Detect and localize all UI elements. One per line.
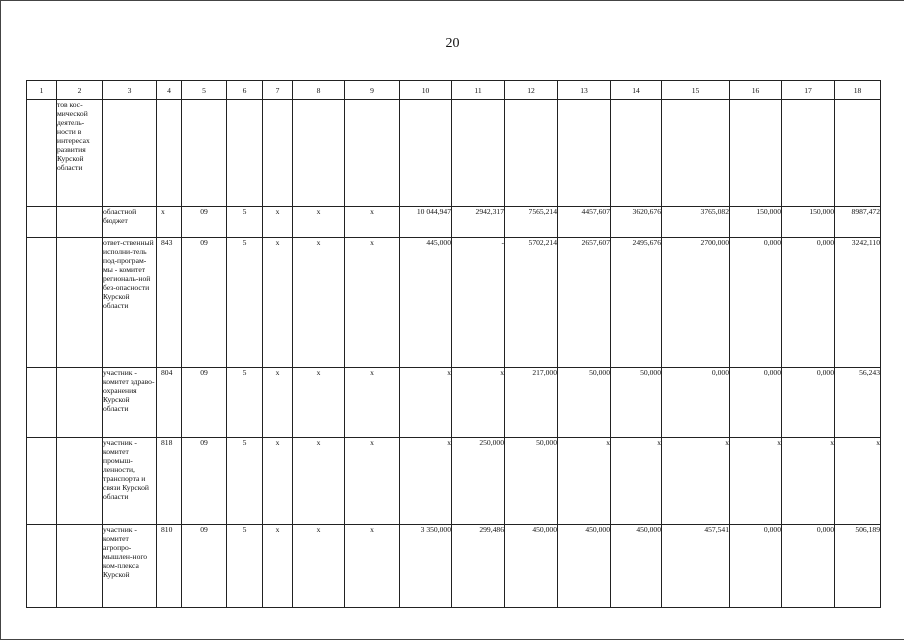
table-cell: 3765,082	[662, 207, 730, 238]
table-cell: участник - комитет здраво-охранения Курской области	[103, 368, 157, 438]
header-cell: 4	[157, 81, 182, 100]
table-cell	[27, 238, 57, 368]
table-cell: 5	[227, 525, 263, 608]
table-cell: 5702,214	[505, 238, 558, 368]
table-cell: x	[263, 207, 293, 238]
table-cell	[27, 207, 57, 238]
header-cell: 5	[182, 81, 227, 100]
table-cell	[505, 100, 558, 207]
header-cell: 11	[452, 81, 505, 100]
table-cell: 810	[157, 525, 182, 608]
table-cell: областной бюджет	[103, 207, 157, 238]
table-cell	[27, 100, 57, 207]
table-cell: 3 350,000	[400, 525, 452, 608]
table-cell: 457,541	[662, 525, 730, 608]
table-cell: 445,000	[400, 238, 452, 368]
table-cell: x	[400, 368, 452, 438]
table-cell: 450,000	[611, 525, 662, 608]
header-cell: 15	[662, 81, 730, 100]
table-cell: x	[835, 438, 881, 525]
table-cell	[27, 368, 57, 438]
table-cell: x	[345, 207, 400, 238]
header-cell: 16	[730, 81, 782, 100]
table-cell	[57, 238, 103, 368]
header-cell: 1	[27, 81, 57, 100]
table-cell: 5	[227, 207, 263, 238]
budget-table	[26, 80, 881, 608]
table-cell: x	[293, 238, 345, 368]
table-cell: 0,000	[782, 368, 835, 438]
table-cell: x	[293, 525, 345, 608]
table-cell: 0,000	[730, 238, 782, 368]
table-cell: 50,000	[505, 438, 558, 525]
table-cell	[611, 100, 662, 207]
table-cell	[157, 100, 182, 207]
table-cell: участник - комитет промыш-ленности, транспорта и связи Курской области	[103, 438, 157, 525]
table-cell: x	[345, 238, 400, 368]
table-cell: 0,000	[662, 368, 730, 438]
table-cell: 804	[157, 368, 182, 438]
header-cell: 2	[57, 81, 103, 100]
table-cell	[400, 100, 452, 207]
table-cell: 50,000	[611, 368, 662, 438]
table-cell	[662, 100, 730, 207]
table-row	[27, 368, 881, 438]
table-cell: 09	[182, 438, 227, 525]
table-cell: x	[263, 438, 293, 525]
table-cell: 843	[157, 238, 182, 368]
table-cell: 2495,676	[611, 238, 662, 368]
table-cell	[345, 100, 400, 207]
table-cell: x	[782, 438, 835, 525]
table-cell: x	[263, 238, 293, 368]
table-cell: 0,000	[782, 525, 835, 608]
table-cell: 8987,472	[835, 207, 881, 238]
table-cell: x	[662, 438, 730, 525]
table-cell: x	[293, 438, 345, 525]
table-cell	[558, 100, 611, 207]
header-cell: 10	[400, 81, 452, 100]
table-cell: x	[293, 368, 345, 438]
table-cell: 150,000	[782, 207, 835, 238]
table-cell: 5	[227, 368, 263, 438]
table-cell: 09	[182, 207, 227, 238]
table-cell: 0,000	[782, 238, 835, 368]
header-row	[27, 81, 881, 100]
table-row	[27, 525, 881, 608]
header-cell: 17	[782, 81, 835, 100]
header-cell: 3	[103, 81, 157, 100]
header-cell: 14	[611, 81, 662, 100]
table-cell	[57, 207, 103, 238]
table-cell: x	[345, 368, 400, 438]
table-cell	[227, 100, 263, 207]
table-cell: x	[263, 368, 293, 438]
table-cell	[835, 100, 881, 207]
table-cell: -	[452, 238, 505, 368]
table-cell: 0,000	[730, 525, 782, 608]
table-cell	[293, 100, 345, 207]
table-cell: ответ-ственный исполни-тель под-програм-мы - комитет региональ-ной без-опасности Курской области	[103, 238, 157, 368]
table-cell	[452, 100, 505, 207]
table-cell: 450,000	[505, 525, 558, 608]
table-cell: x	[611, 438, 662, 525]
table-cell	[263, 100, 293, 207]
table-cell: 506,189	[835, 525, 881, 608]
table-cell	[27, 438, 57, 525]
table-cell: x	[157, 207, 182, 238]
table-cell: x	[730, 438, 782, 525]
table-cell: 4457,607	[558, 207, 611, 238]
table-cell: 3242,110	[835, 238, 881, 368]
table-cell: участник - комитет агропро-мышлен-ного ком-плекса Курской	[103, 525, 157, 608]
header-cell: 12	[505, 81, 558, 100]
page-number: 20	[445, 36, 460, 51]
header-cell: 8	[293, 81, 345, 100]
table-cell: x	[400, 438, 452, 525]
table-row	[27, 438, 881, 525]
table-cell: x	[345, 525, 400, 608]
table-cell: 150,000	[730, 207, 782, 238]
table-cell: 250,000	[452, 438, 505, 525]
table-cell	[103, 100, 157, 207]
table-row	[27, 207, 881, 238]
header-cell: 9	[345, 81, 400, 100]
table-cell: 5	[227, 238, 263, 368]
table-cell: 56,243	[835, 368, 881, 438]
table-cell: 09	[182, 238, 227, 368]
header-cell: 13	[558, 81, 611, 100]
table-cell: 2700,000	[662, 238, 730, 368]
table-cell: 450,000	[558, 525, 611, 608]
table-row	[27, 238, 881, 368]
table-cell: 09	[182, 368, 227, 438]
table-cell	[57, 438, 103, 525]
header-cell: 7	[263, 81, 293, 100]
table-cell: 5	[227, 438, 263, 525]
table-cell: 0,000	[730, 368, 782, 438]
table-cell: x	[263, 525, 293, 608]
header-cell: 18	[835, 81, 881, 100]
table-cell: 7565,214	[505, 207, 558, 238]
table-cell: x	[293, 207, 345, 238]
table-cell: 50,000	[558, 368, 611, 438]
table-cell: 217,000	[505, 368, 558, 438]
table-cell: x	[452, 368, 505, 438]
table-cell: 2942,317	[452, 207, 505, 238]
table-cell: 818	[157, 438, 182, 525]
table-cell: тов кос-мической деятель-ности в интересах развития Курской области	[57, 100, 103, 207]
table-cell: 2657,607	[558, 238, 611, 368]
table-cell: 299,486	[452, 525, 505, 608]
table-cell: 09	[182, 525, 227, 608]
table-cell	[57, 368, 103, 438]
table-cell	[730, 100, 782, 207]
table-cell	[182, 100, 227, 207]
table-cell	[57, 525, 103, 608]
table-cell: x	[558, 438, 611, 525]
table-row	[27, 100, 881, 207]
table-cell: x	[345, 438, 400, 525]
table-cell	[27, 525, 57, 608]
header-cell: 6	[227, 81, 263, 100]
table-cell: 10 044,947	[400, 207, 452, 238]
table-cell	[782, 100, 835, 207]
table-cell: 3620,676	[611, 207, 662, 238]
